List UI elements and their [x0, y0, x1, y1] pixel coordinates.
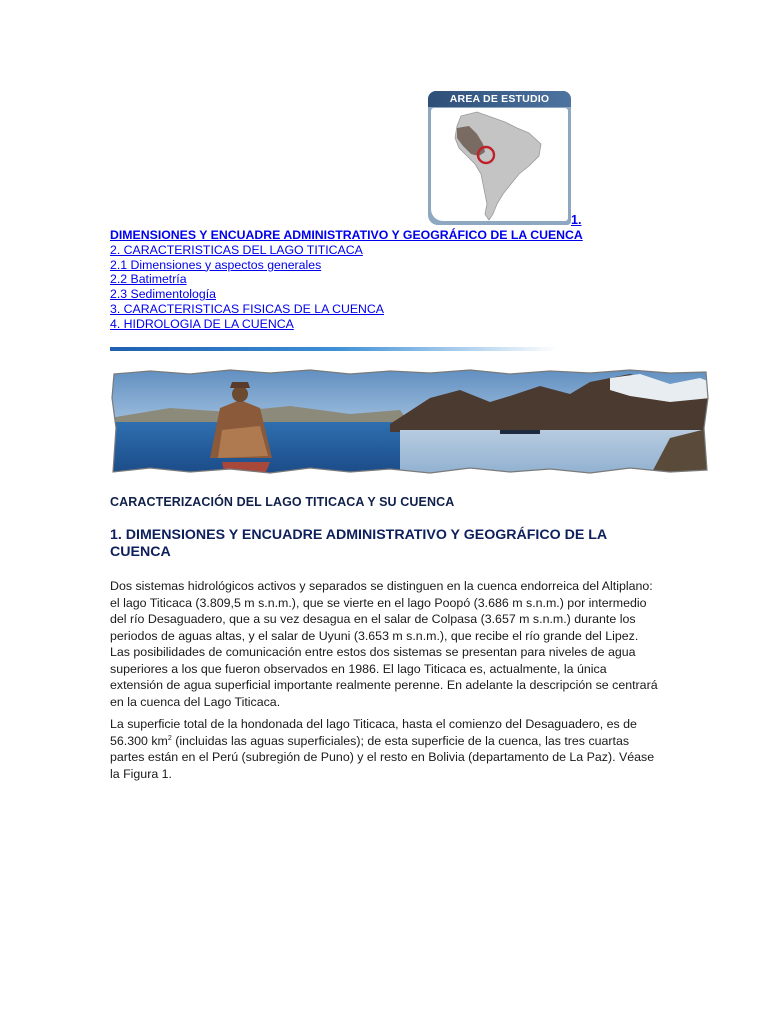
toc-item-2-2[interactable]: 2.2 Batimetría — [110, 272, 187, 287]
toc-item-3[interactable]: 3. CARACTERISTICAS FISICAS DE LA CUENCA — [110, 301, 385, 316]
toc-item-2[interactable]: 2. CARACTERISTICAS DEL LAGO TITICACA — [110, 242, 363, 257]
toc-item-1-number[interactable]: 1. — [571, 213, 582, 227]
gradient-separator — [110, 347, 558, 351]
study-area-map-badge[interactable] — [428, 91, 571, 225]
paragraph-2-part-2: (incluidas las aguas superficiales); de esta superficie de la cuenca, las tres cuartas partes están en el Perú (subregión de Puno) y el resto en Bolivia (departamento de La Paz). Véase la Figura 1. — [110, 733, 655, 781]
toc-item-2-3[interactable]: 2.3 Sedimentología — [110, 287, 216, 302]
paragraph-2-part-1: La superficie total de la hondonada del lago Titicaca, hasta el comienzo del Desaguadero, es de 56.300 km — [110, 717, 637, 748]
table-of-contents — [110, 228, 583, 332]
south-america-map — [431, 108, 568, 221]
paragraph-2 — [110, 716, 658, 782]
paragraph-1: Dos sistemas hidrológicos activos y separados se distinguen en la cuenca endorreica del Altiplano: el lago Titicaca (3.809,5 m s.n.m.), que se vierte en el lago Poopó (3.686 m s.n.m.) por intermedio del río Desaguadero, que a su vez desagua en el salar de Colpasa (3.657 m s.n.m.) durante los periodos de aguas altas, y el salar de Uyuni (3.653 m s.n.m.), que recibe el río grande del Lipez. Las posibilidades de comunicación entre estos dos sistemas se presentan para niveles de agua superiores a los que fueron observados en 1986. El lago Titicaca es, actualmente, la única extensión de agua superficial importante realmente perenne. En adelante la descripción se centrará en la cuenca del Lago Titicaca. — [110, 579, 658, 709]
study-area-title: AREA DE ESTUDIO — [428, 91, 571, 107]
chapter-title: 1. DIMENSIONES Y ENCUADRE ADMINISTRATIVO Y GEOGRÁFICO DE LA CUENCA — [110, 527, 607, 560]
toc-item-4[interactable]: 4. HIDROLOGIA DE LA CUENCA — [110, 316, 294, 331]
toc-item-2-1[interactable]: 2.1 Dimensiones y aspectos generales — [110, 257, 322, 272]
lake-titicaca-banner — [110, 368, 710, 476]
toc-item-1[interactable]: DIMENSIONES Y ENCUADRE ADMINISTRATIVO Y GEOGRÁFICO DE LA CUENCA — [110, 228, 583, 242]
boat — [500, 430, 540, 434]
km-superscript: 2 — [167, 734, 172, 742]
section-heading: CARACTERIZACIÓN DEL LAGO TITICACA Y SU CUENCA — [110, 495, 455, 509]
